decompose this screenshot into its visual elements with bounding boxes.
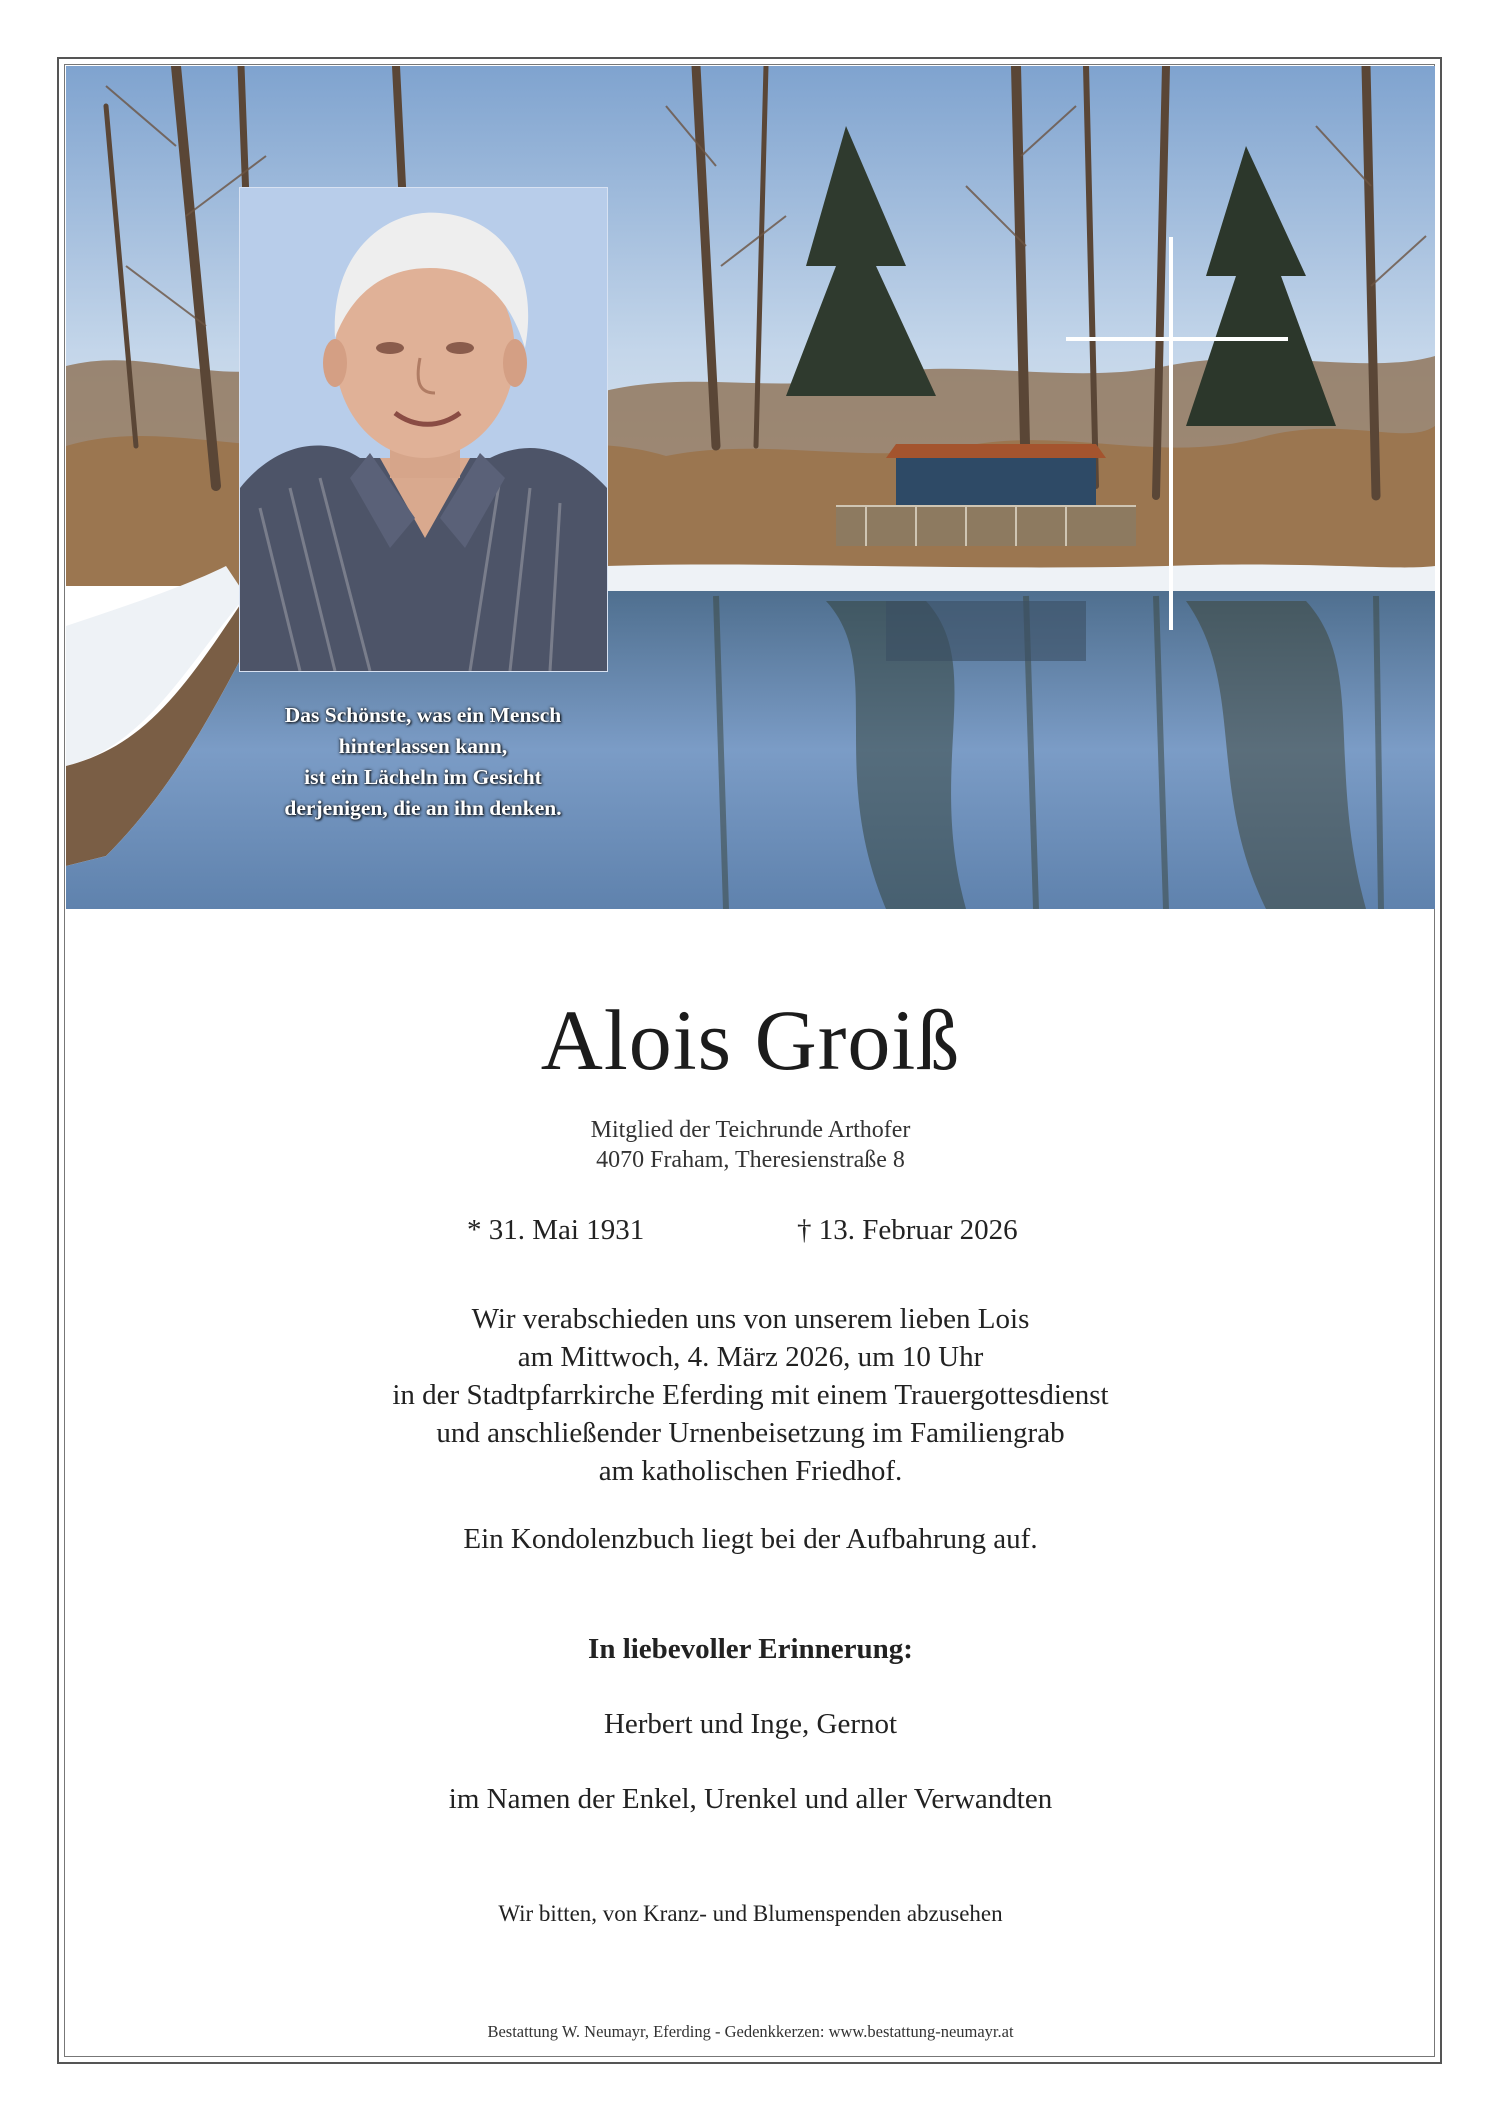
cross-icon xyxy=(1066,237,1288,630)
membership-line: Mitglied der Teichrunde Arthofer xyxy=(590,1117,911,1143)
quote-line: ist ein Lächeln im Gesicht xyxy=(304,765,542,789)
ceremony-announcement xyxy=(66,1300,1435,1490)
announcement-line: und anschließender Urnenbeisetzung im Familiengrab xyxy=(436,1417,1065,1449)
mourners-family: im Namen der Enkel, Urenkel und aller Verwandten xyxy=(448,1783,1053,1815)
mourners-names: Herbert und Inge, Gernot xyxy=(603,1708,898,1740)
death-date: † 13. Februar 2026 xyxy=(797,1214,1018,1246)
announcement-line: in der Stadtpfarrkirche Eferding mit einem Trauergottesdienst xyxy=(392,1379,1109,1411)
flower-request: Wir bitten, von Kranz- und Blumenspenden abzusehen xyxy=(498,1901,1003,1926)
announcement-line: Wir verabschieden uns von unserem lieben Lois xyxy=(471,1303,1030,1335)
funeral-home-footer: Bestattung W. Neumayr, Eferding - Gedenkkerzen: www.bestattung-neumayr.at xyxy=(487,2022,1014,2041)
quote-line: Das Schönste, was ein Mensch xyxy=(284,703,562,727)
announcement-line: am Mittwoch, 4. März 2026, um 10 Uhr xyxy=(517,1341,984,1373)
birth-date: * 31. Mai 1931 xyxy=(467,1214,645,1246)
quote-line: derjenigen, die an ihn denken. xyxy=(284,796,562,820)
memorial-quote xyxy=(226,700,620,824)
deceased-name: Alois Groiß xyxy=(540,992,961,1088)
mourners-heading: In liebevoller Erinnerung: xyxy=(588,1633,913,1665)
condolence-note: Ein Kondolenzbuch liegt bei der Aufbahrung auf. xyxy=(463,1523,1038,1555)
address-line: 4070 Fraham, Theresienstraße 8 xyxy=(596,1147,905,1173)
announcement-line: am katholischen Friedhof. xyxy=(598,1455,903,1487)
portrait-photo xyxy=(239,187,608,672)
quote-line: hinterlassen kann, xyxy=(338,734,508,758)
